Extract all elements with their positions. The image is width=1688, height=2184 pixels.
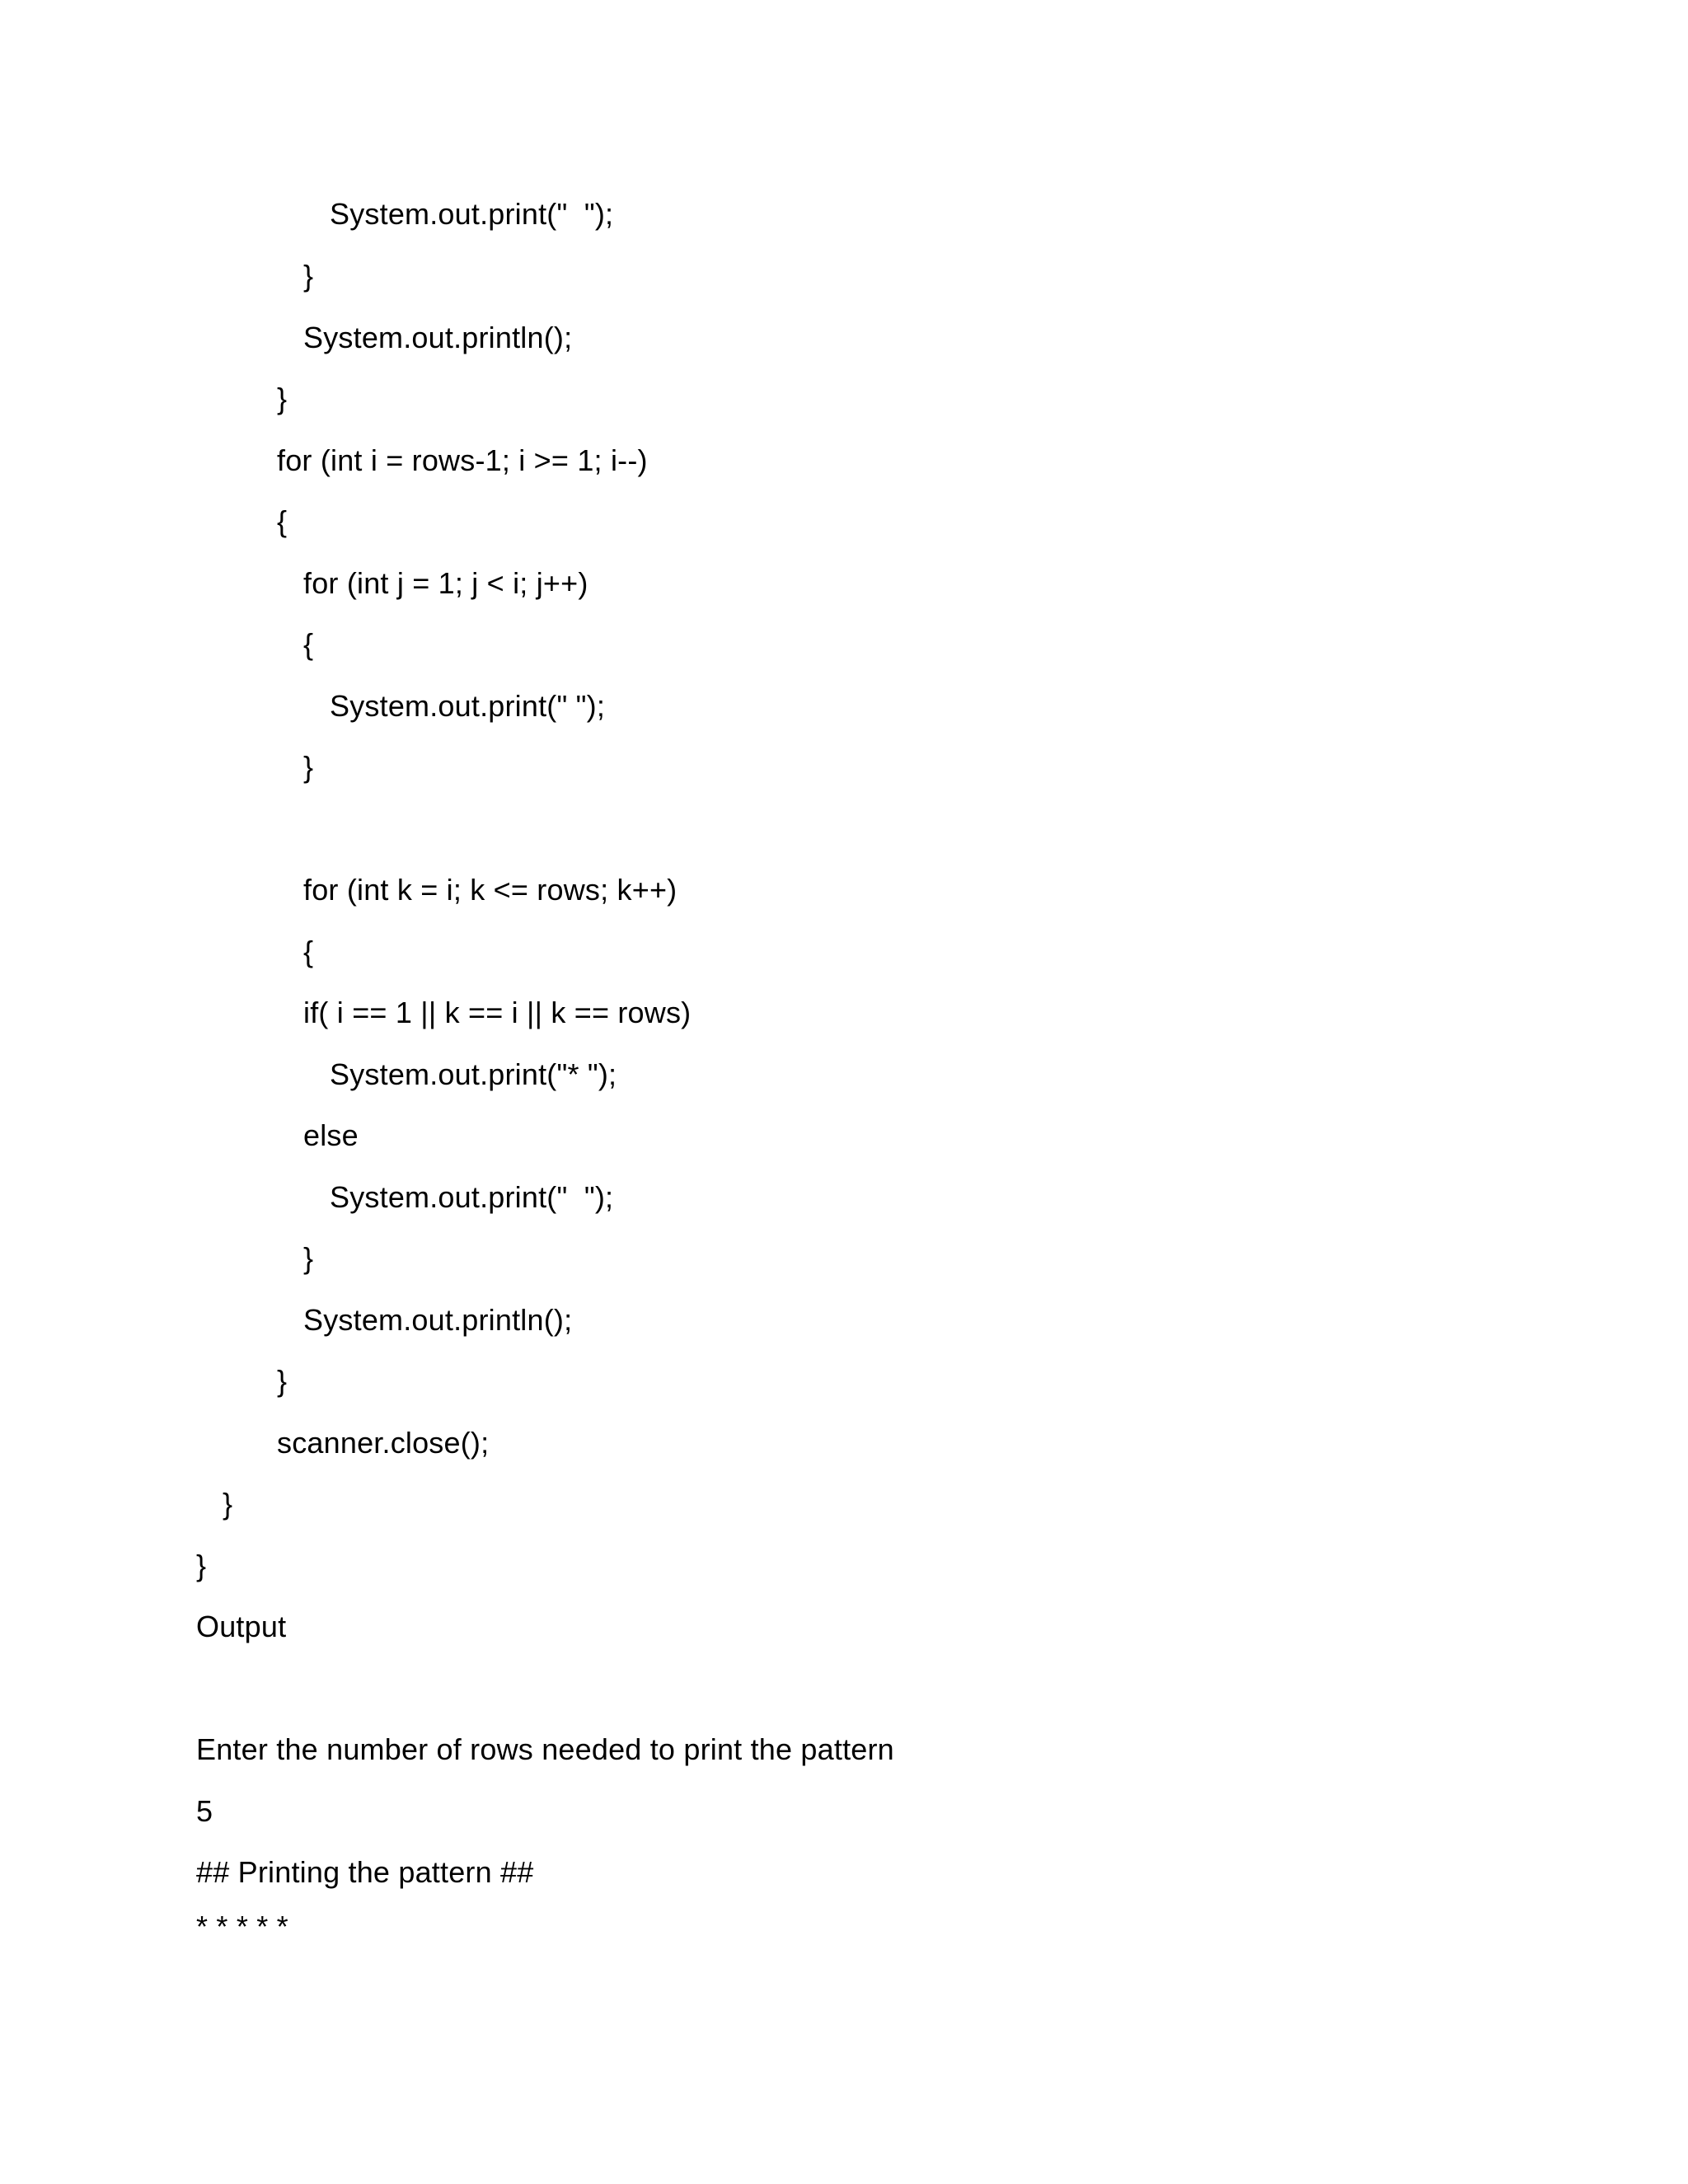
code-line: System.out.print(" ");: [330, 1180, 614, 1214]
code-line: }: [223, 1487, 233, 1521]
code-line: scanner.close();: [277, 1426, 490, 1460]
code-line: System.out.println();: [303, 321, 573, 354]
output-pattern-row: * * * * *: [196, 1910, 288, 1943]
code-line: }: [303, 1241, 314, 1275]
code-line: System.out.print(" ");: [330, 689, 606, 723]
code-line: }: [303, 259, 314, 293]
code-line: {: [303, 935, 314, 968]
code-line: {: [277, 504, 288, 538]
code-line: }: [196, 1549, 207, 1582]
code-line: {: [303, 627, 314, 661]
code-line: for (int i = rows-1; i >= 1; i--): [277, 443, 648, 477]
code-line: System.out.println();: [303, 1303, 573, 1337]
code-line: System.out.print(" ");: [330, 197, 614, 231]
output-prompt: Enter the number of rows needed to print the pattern: [196, 1732, 894, 1766]
code-line: if( i == 1 || k == i || k == rows): [303, 996, 692, 1029]
code-line: }: [277, 382, 288, 415]
code-line: else: [303, 1118, 359, 1152]
output-banner: ## Printing the pattern ##: [196, 1855, 534, 1889]
output-input-value: 5: [196, 1794, 213, 1828]
code-line: for (int k = i; k <= rows; k++): [303, 873, 678, 907]
code-line: }: [277, 1364, 288, 1398]
code-line: }: [303, 750, 314, 784]
output-heading: Output: [196, 1610, 287, 1643]
code-line: for (int j = 1; j < i; j++): [303, 566, 588, 600]
code-line: System.out.print("* ");: [330, 1057, 617, 1091]
